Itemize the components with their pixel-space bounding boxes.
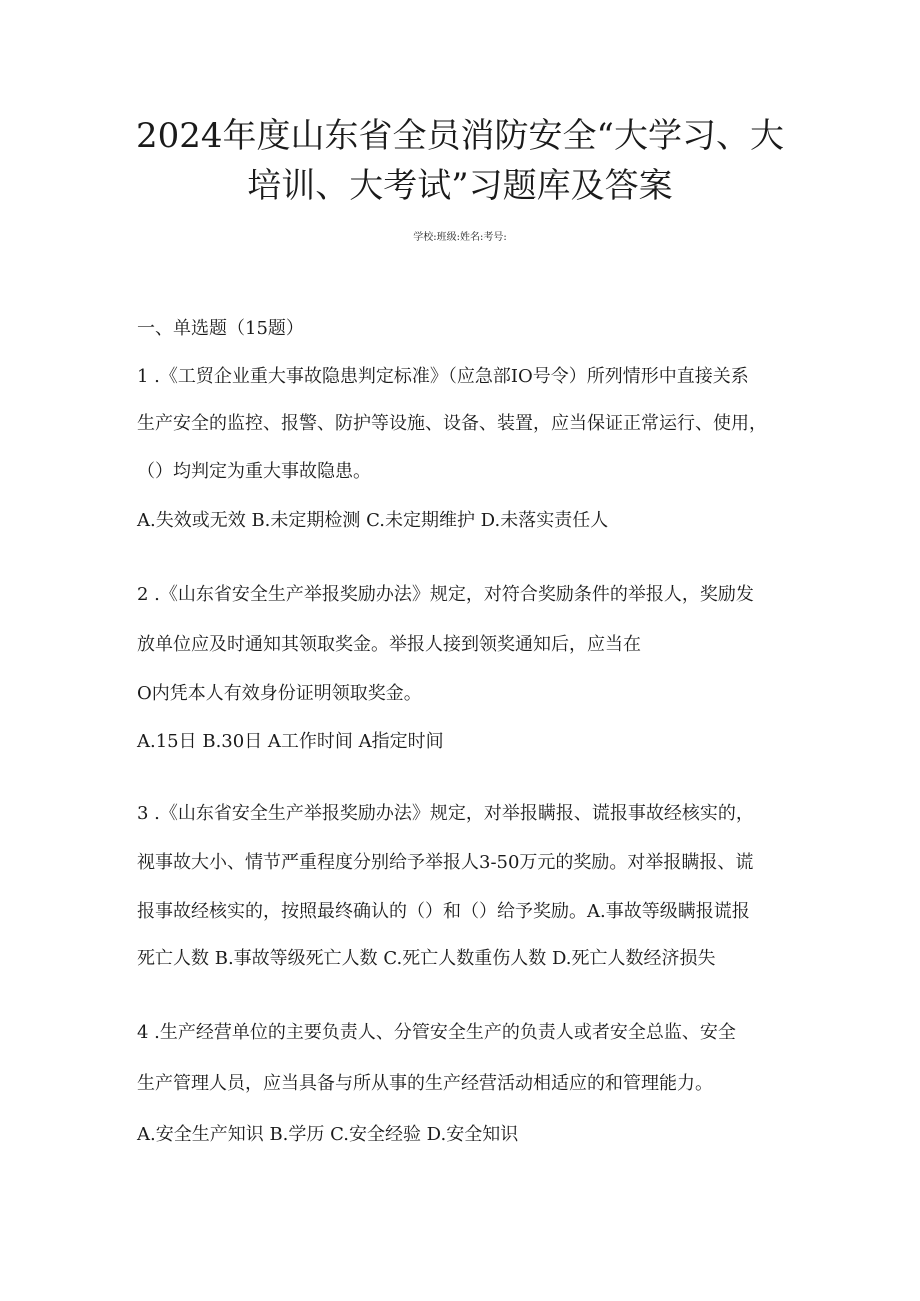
question-3-line-3: 报事故经核实的，按照最终确认的（）和（）给予奖励。A.事故等级瞒报谎报 <box>137 901 750 922</box>
question-4-options: A.安全生产知识 B.学历 C.安全经验 D.安全知识 <box>137 1124 519 1145</box>
document-title-line-2: 培训、大考试”习题库及答案 <box>247 166 673 206</box>
section-heading: 一、单选题（15题） <box>137 318 304 339</box>
question-4-line-1: 4 .生产经营单位的主要负责人、分管安全生产的负责人或者安全总监、安全 <box>137 1022 736 1043</box>
question-1-line-3: （）均判定为重大事故隐患。 <box>137 461 371 482</box>
question-2-line-3: O内凭本人有效身份证明领取奖金。 <box>137 683 422 704</box>
question-3-line-4: 死亡人数 B.事故等级死亡人数 C.死亡人数重伤人数 D.死亡人数经济损失 <box>137 948 716 969</box>
question-1-options: A.失效或无效 B.未定期检测 C.未定期维护 D.未落实责任人 <box>137 510 609 531</box>
question-1-line-2: 生产安全的监控、报警、防护等设施、设备、装置，应当保证正常运行、使用， <box>137 413 767 434</box>
question-4-line-2: 生产管理人员，应当具备与所从事的生产经营活动相适应的和管理能力。 <box>137 1073 713 1094</box>
question-1-line-1: 1 .《工贸企业重大事故隐患判定标准》（应急部IO号令）所列情形中直接关系 <box>137 366 749 387</box>
document-title-line-1: 2024年度山东省全员消防安全“大学习、大 <box>136 116 784 156</box>
student-info-line: 学校:班级:姓名:考号: <box>413 232 507 243</box>
question-3-line-1: 3 .《山东省安全生产举报奖励办法》规定，对举报瞒报、谎报事故经核实的， <box>137 803 754 824</box>
question-2-line-2: 放单位应及时通知其领取奖金。举报人接到领奖通知后，应当在 <box>137 634 641 655</box>
question-2-line-1: 2 .《山东省安全生产举报奖励办法》规定，对符合奖励条件的举报人，奖励发 <box>137 584 754 605</box>
question-3-line-2: 视事故大小、情节严重程度分别给予举报人3-50万元的奖励。对举报瞒报、谎 <box>137 852 754 873</box>
question-2-options: A.15日 B.30日 A工作时间 A指定时间 <box>137 731 444 752</box>
